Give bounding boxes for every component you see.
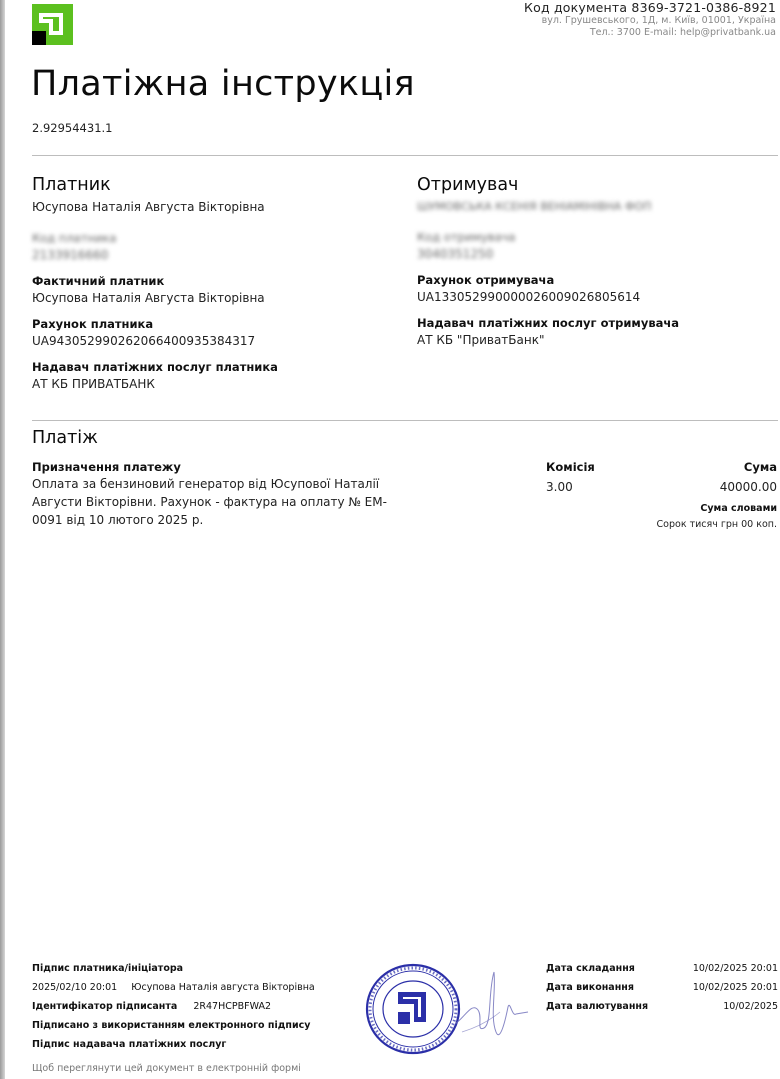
sum-label: Сума [743,460,777,474]
date-created-label: Дата складання [546,963,635,974]
payer-name: Юсупова Наталія Августа Вікторівна [32,200,265,214]
sum-words-label: Сума словами [700,503,777,514]
esign-note: Підписано з використанням електронного підпису [32,1020,311,1031]
payer-section [32,175,392,391]
purpose-label: Призначення платежу [32,460,181,474]
purpose-line: Августи Вікторівни. Рахунок - фактура на оплату № ЕМ- [32,495,387,509]
actual-payer-value: Юсупова Наталія Августа Вікторівна [32,291,265,305]
date-value-label: Дата валютування [546,1001,649,1012]
date-executed-label: Дата виконання [546,982,634,993]
recipient-section [417,175,777,347]
payment-heading: Платіж [32,428,98,448]
commission [546,460,595,494]
payer-account-label: Рахунок платника [32,317,154,331]
purpose-line: 0091 від 10 лютого 2025 р. [32,513,204,527]
recipient-provider-value: АТ КБ "ПриватБанк" [417,333,545,347]
document-header-info [524,0,776,39]
divider [32,155,778,156]
payer-code-value: 2133916660 [32,248,109,262]
page-edge-shadow [0,0,5,1079]
actual-payer-label: Фактичний платник [32,274,165,288]
signature-label: Підпис платника/ініціатора [32,963,184,974]
page-title: Платіжна інструкція [31,64,415,104]
commission-label: Комісія [546,460,595,474]
recipient-heading: Отримувач [417,175,519,195]
date-value-value: 10/02/2025 [723,1001,778,1012]
privatbank-logo-icon [32,4,73,45]
recipient-code-value: 3040351250 [417,247,494,261]
sum-value: 40000.00 [719,480,777,494]
recipient-provider-label: Надавач платіжних послуг отримувача [417,316,680,330]
payer-provider-value: АТ КБ ПРИВАТБАНК [32,377,155,391]
sum-words-value: Сорок тисяч грн 00 коп. [656,519,777,530]
purpose-line: Оплата за бензиновий генератор від Юсупової Наталії [32,477,380,491]
recipient-code-label: Код отримувача [417,230,516,244]
bank-stamp-icon [364,962,462,1056]
payer-account-value: UA943052990262066400935384317 [32,334,256,348]
recipient-account-value: UA133052990000026009026805614 [417,290,641,304]
signer-id-value: 2R47HCPBFWA2 [193,1001,271,1012]
signature-time: 2025/02/10 20:01 [32,982,118,993]
payer-code-label: Код платника [32,231,117,245]
recipient-name: ШУМОВСЬКА КСЕНІЯ ВЕНІАМІНІВНА ФОП [417,200,652,213]
signature-name: Юсупова Наталія августа Вікторівна [131,982,315,993]
dates-block [546,963,778,1020]
document-code: Код документа 8369-3721-0386-8921 [524,0,776,15]
recipient-account-label: Рахунок отримувача [417,273,555,287]
payer-provider-label: Надавач платіжних послуг платника [32,360,278,374]
signature-block [32,963,315,1074]
payer-heading: Платник [32,175,111,195]
bank-contacts: Тел.: 3700 E-mail: help@privatbank.ua [589,27,776,38]
commission-value: 3.00 [546,480,573,494]
provider-signature-label: Підпис надавача платіжних послуг [32,1039,227,1050]
bank-address: вул. Грушевського, 1Д, м. Київ, 01001, Україна [541,15,776,26]
sum [657,460,777,530]
date-created-value: 10/02/2025 20:01 [692,963,778,974]
document-number: 2.92954431.1 [32,121,113,135]
handwritten-signature-icon [450,962,530,1052]
view-electronic-note: Щоб переглянути цей документ в електронній формі [32,1063,301,1074]
signer-id-label: Ідентифікатор підписанта [32,1001,178,1012]
divider [32,420,778,421]
payment-purpose [32,460,402,529]
date-executed-value: 10/02/2025 20:01 [692,982,778,993]
